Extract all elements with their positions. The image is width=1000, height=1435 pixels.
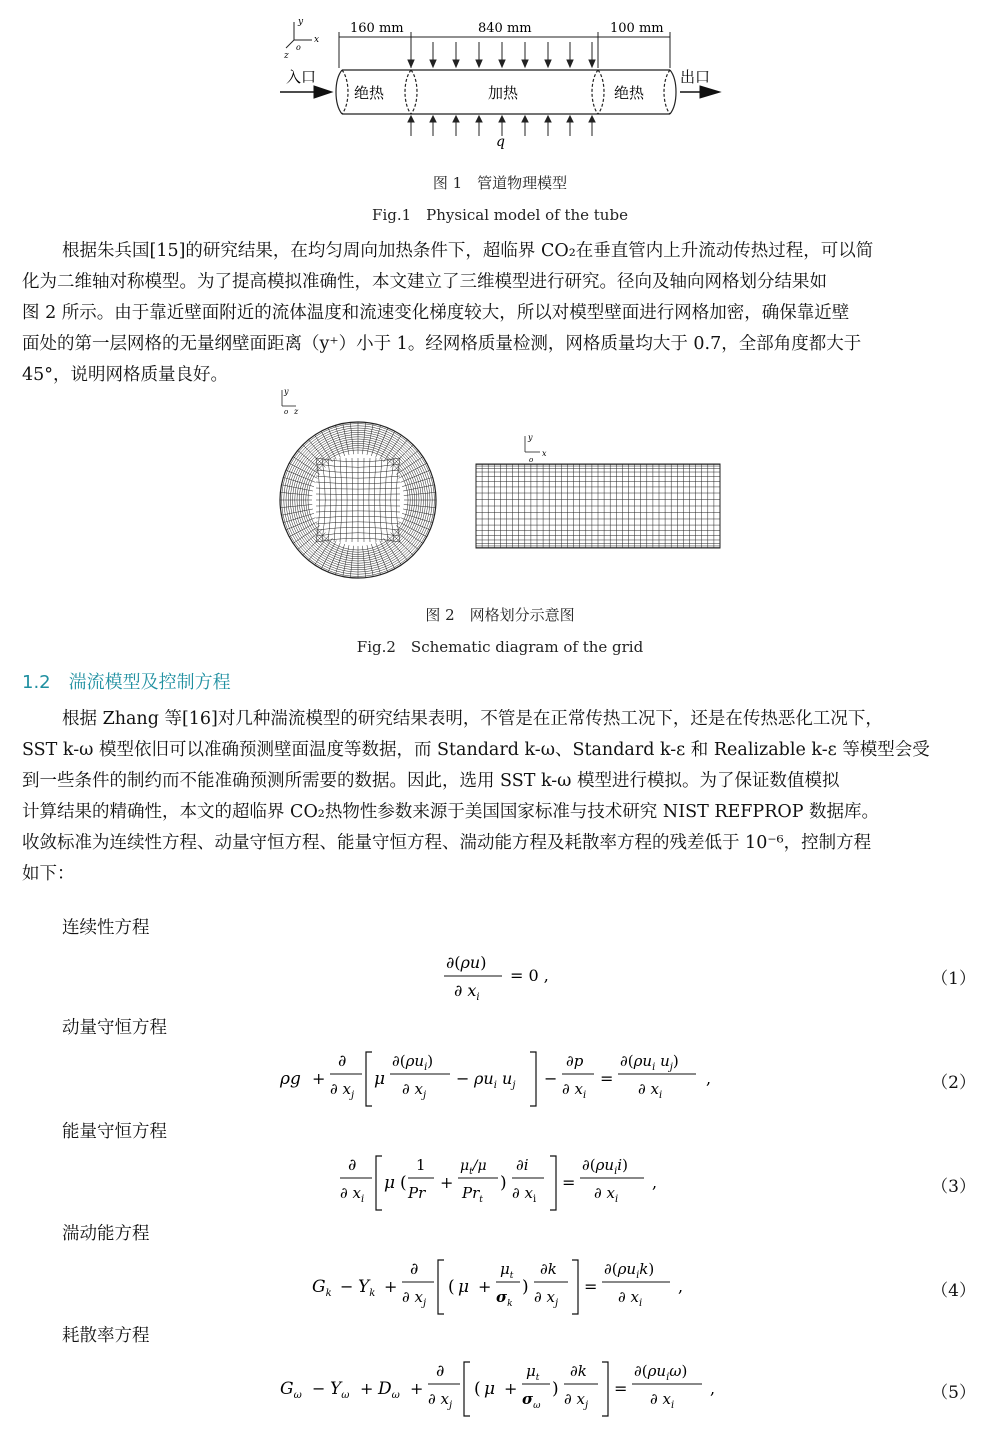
figure-2-caption-cn: 图 2 网格划分示意图 [425,606,575,624]
equation-4-number: （4） [931,1281,976,1301]
grid-mesh-diagram [270,386,730,586]
svg-text:=: = [584,1277,598,1296]
equation-2 [278,1044,738,1118]
svg-text:∂ xj: ∂ $x_j$ [564,1390,589,1411]
inlet-label: 入口 [286,68,317,86]
svg-text:∂ xi: ∂ $x_i$ [340,1184,365,1205]
svg-text:∂i: ∂i [516,1156,529,1174]
heat-flux-label: q [496,134,505,150]
svg-text:μ: μ [458,1277,470,1297]
fig2-right-o: o [529,456,534,464]
svg-text:∂ xi: ∂ $x_i$ [618,1288,643,1309]
figure-2 [270,386,730,586]
axis-z-label: z [284,51,289,61]
svg-text:): ) [522,1277,529,1297]
svg-text:∂ xi: ∂ $x_i$ [638,1080,663,1101]
zone-right-label: 绝热 [614,84,645,102]
svg-text:∂(ρui uj): $\partial(\rho u_i$ $u_j$) [620,1052,679,1073]
svg-text:=: = [614,1379,628,1398]
svg-text:σk: $\sigma_k$ [496,1288,513,1309]
svg-text:−: − [312,1379,326,1398]
paragraph-line: 面处的第一层网格的无量纲壁面距离（y⁺）小于 1。经网格质量检测，网格质量均大于 0.7，全部角度都大于 [22,334,862,354]
svg-text:∂: ∂ [338,1051,347,1070]
svg-text:∂: ∂ [410,1259,419,1278]
paragraph-line: 如下： [22,864,75,884]
paragraph-line: 计算结果的精确性，本文的超临界 CO₂热物性参数来源于美国国家标准与技术研究 NIST REFPROP 数据库。 [22,802,880,822]
svg-text:μ: μ [384,1173,396,1193]
fig2-left-o: o [284,408,289,416]
svg-text:∂(ρu): ∂(ρu) [446,953,487,972]
svg-text:,: , [706,1069,712,1088]
svg-text:μ: μ [484,1379,496,1399]
svg-text:Gk: $G_k$ [312,1277,332,1299]
fig2-right-y: y [528,433,533,442]
axis-x-label: x [314,35,320,45]
figure-1-caption-cn: 图 1 管道物理模型 [432,174,568,192]
svg-text:Dω: $D_\omega$ [378,1379,400,1401]
dim-right-label: 100 mm [610,21,664,36]
section-heading [22,668,249,694]
figure-2-caption-en: Fig.2 Schematic diagram of the grid [356,638,644,656]
paragraph-2 [22,704,978,890]
equation-1-number: （1） [931,969,976,989]
svg-text:+: + [360,1379,374,1398]
axis-y-label: y [298,17,304,27]
svg-text:∂ xj: ∂ $x_j$ [330,1080,355,1101]
svg-text:−: − [544,1069,558,1088]
paragraph-line: 化为二维轴对称模型。为了提高模拟准确性，本文建立了三维模型进行研究。径向及轴向网格划分结果如 [22,272,827,292]
svg-text:+: + [410,1379,424,1398]
svg-text:ρg: ρg [280,1069,301,1089]
section-number: 1.2 [22,672,51,693]
svg-text:=: = [600,1069,614,1088]
svg-text:(: ( [448,1277,455,1297]
svg-text:,: , [652,1173,658,1192]
equation-5-label: 耗散率方程 [62,1326,150,1346]
equation-3 [338,1148,678,1222]
svg-text:Pr: Pr [408,1184,426,1202]
svg-text:= 0 ,: = 0 , [510,966,549,985]
axis-origin-label: o [296,43,301,52]
equation-5 [278,1354,738,1428]
svg-text:+: + [312,1069,326,1088]
svg-text:+: + [504,1379,518,1398]
paragraph-line: 图 2 所示。由于靠近壁面附近的流体温度和流速变化梯度较大，所以对模型壁面进行网格加密，确保靠近壁 [22,303,850,323]
svg-text:): ) [500,1173,507,1193]
svg-text:∂ xj: ∂ $x_j$ [428,1390,453,1411]
fig2-left-z: z [294,407,299,416]
equation-4-label: 湍动能方程 [62,1224,150,1244]
svg-text:∂ xi: ∂ $x_i$ [594,1184,619,1205]
tube-physical-model-diagram [270,10,730,160]
svg-text:∂(ρuii): $\partial(\rho u_ii)$ [582,1156,628,1177]
svg-text:∂(ρuik): $\partial(\rho u_ik)$ [604,1260,655,1281]
svg-text:∂: ∂ [348,1155,357,1174]
equation-1 [440,948,580,1012]
svg-text:μt: $\mu_t$ [526,1362,540,1383]
svg-text:∂k: ∂k [540,1260,557,1278]
circular-mesh [280,422,436,578]
svg-text:+: + [384,1277,398,1296]
outlet-label: 出口 [680,68,711,86]
svg-text:Yk: $Y_k$ [358,1277,376,1299]
equation-5-number: （5） [931,1383,976,1403]
paragraph-line: 根据 Zhang 等[16]对几种湍流模型的研究结果表明，不管是在正常传热工况下，还是在传热恶化工况下， [62,709,883,729]
svg-text:1: 1 [416,1156,426,1174]
svg-text:∂ xj: ∂ $x_j$ [534,1288,559,1309]
svg-text:−: − [340,1277,354,1296]
svg-text:∂k: ∂k [570,1362,587,1380]
svg-text:+: + [478,1277,492,1296]
svg-text:∂p: ∂p [566,1052,584,1070]
svg-text:−: − [456,1069,470,1088]
paragraph-line: 根据朱兵国[15]的研究结果，在均匀周向加热条件下，超临界 CO₂在垂直管内上升流动传热过程，可以简 [62,241,874,261]
svg-text:∂ xj: ∂ $x_j$ [402,1080,427,1101]
fig2-right-x: x [542,449,547,458]
svg-text:σω: $\sigma_\omega$ [522,1390,541,1411]
dim-left-label: 160 mm [350,21,404,36]
outlet-arrow [680,86,720,98]
svg-text:,: , [678,1277,684,1296]
svg-text:∂ xi: ∂ $x_i$ [650,1390,675,1411]
equation-1-label: 连续性方程 [62,918,150,938]
equation-3-number: （3） [931,1177,976,1197]
svg-text:∂ xj: ∂ $x_j$ [402,1288,427,1309]
paragraph-line: 到一些条件的制约而不能准确预测所需要的数据。因此，选用 SST k-ω 模型进行模拟。为了保证数值模拟 [22,771,840,791]
svg-text:Prt: $Pr_t$ [462,1184,483,1205]
svg-text:∂(ρui): $\partial(\rho u_i)$ [392,1052,434,1073]
rectangular-mesh [476,464,720,548]
svg-text:(: ( [400,1173,407,1193]
section-title: 湍流模型及控制方程 [68,672,231,693]
svg-text:∂: ∂ [436,1361,445,1380]
svg-text:): ) [552,1379,559,1399]
zone-mid-label: 加热 [488,84,519,102]
svg-text:μ: μ [374,1069,386,1089]
paragraph-1 [22,236,978,391]
paragraph-line: 45°，说明网格质量良好。 [22,365,229,385]
equation-2-label: 动量守恒方程 [62,1018,167,1038]
inlet-arrow [280,86,332,98]
figure-1 [270,10,730,160]
svg-text:μt/μ: $\mu_t/\mu$ [460,1158,487,1177]
svg-text:∂ xi: ∂ $x_i$ [454,981,480,1003]
paragraph-line: SST k-ω 模型依旧可以准确预测壁面温度等数据，而 Standard k-ω、Standard k-ε 和 Realizable k-ε 等模型会受 [22,740,930,760]
zone-left-label: 绝热 [354,84,385,102]
equation-2-number: （2） [931,1073,976,1093]
svg-text:(: ( [474,1379,481,1399]
figure-1-caption-en: Fig.1 Physical model of the tube [372,206,628,224]
svg-text:Yω: $Y_\omega$ [330,1379,350,1401]
svg-text:μt: $\mu_t$ [500,1260,514,1281]
equation-3-label: 能量守恒方程 [62,1122,167,1142]
svg-text:∂ xi: ∂ $x_i$ [562,1080,587,1101]
svg-text:ρui uj: $\rho u_i$ $u_j$ [474,1069,516,1091]
paragraph-line: 收敛标准为连续性方程、动量守恒方程、能量守恒方程、湍动能方程及耗散率方程的残差低于 10⁻⁶，控制方程 [22,833,872,853]
svg-text:∂(ρuiω): $\partial(\rho u_i\omega)$ [634,1362,688,1383]
svg-text:,: , [710,1379,716,1398]
fig2-left-y: y [284,387,289,396]
svg-text:=: = [562,1173,576,1192]
dim-mid-label: 840 mm [478,21,532,36]
svg-text:+: + [440,1173,454,1192]
equation-4 [310,1252,710,1326]
svg-text:Gω: $G_\omega$ [280,1379,302,1401]
svg-text:∂ xi: ∂ $x_i$ [512,1184,537,1205]
